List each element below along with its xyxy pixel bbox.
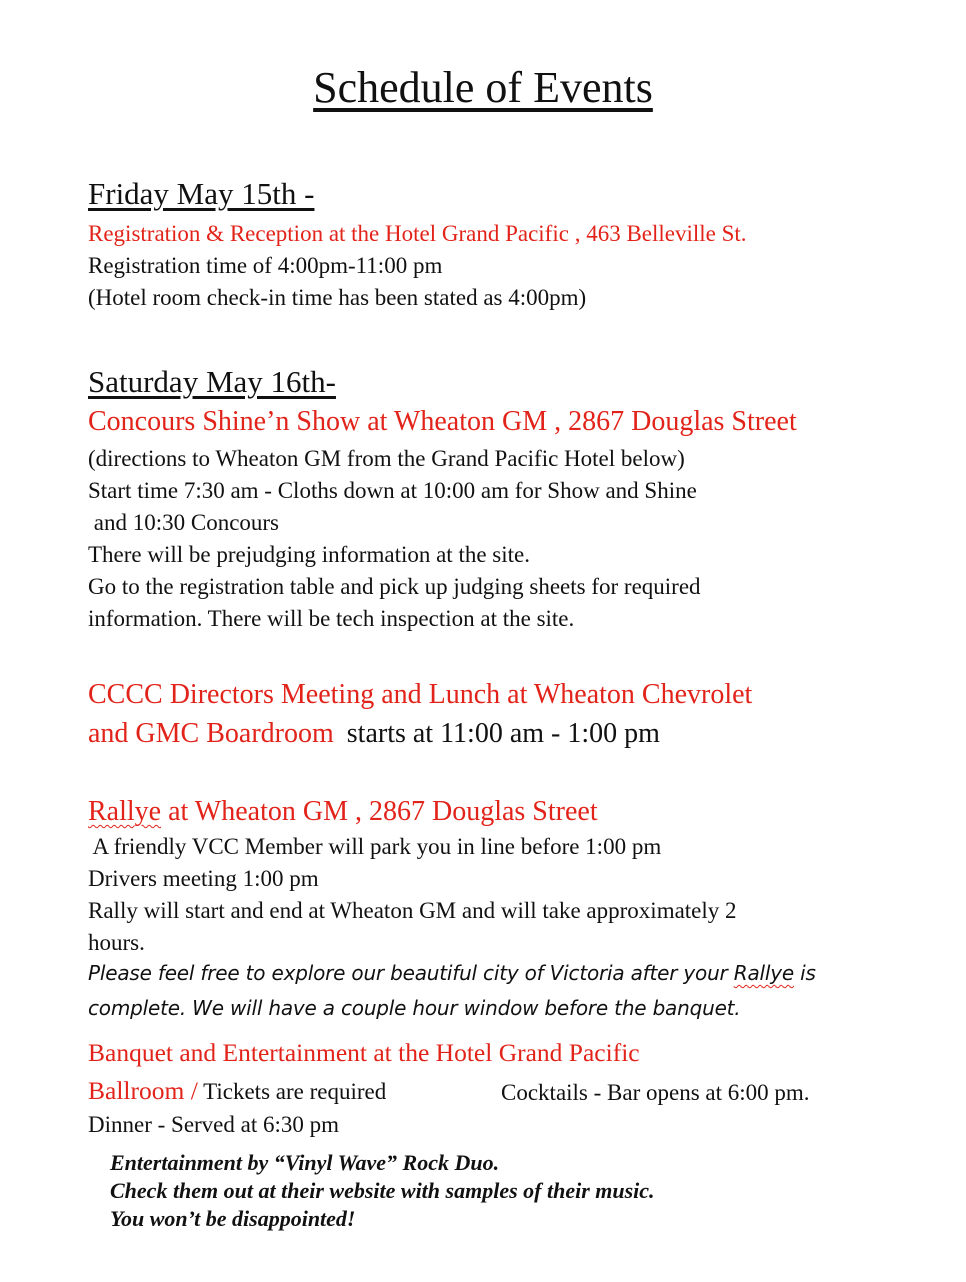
banquet-heading-line-2	[88, 1076, 386, 1106]
banquet-heading-line-1: Banquet and Entertainment at the Hotel Grand Pacific	[88, 1038, 640, 1067]
saturday-line: (directions to Wheaton GM from the Grand Pacific Hotel below)	[88, 446, 685, 471]
directors-meeting-line-1: CCCC Directors Meeting and Lunch at Wheaton Chevrolet	[88, 679, 753, 710]
saturday-line: Go to the registration table and pick up judging sheets for required	[88, 574, 701, 599]
explore-note-line-1	[88, 961, 816, 985]
explore-text: Please feel free to explore our beautiful city of Victoria after your	[88, 961, 734, 985]
directors-meeting-place: and GMC Boardroom	[88, 718, 334, 749]
dinner-line: Dinner - Served at 6:30 pm	[88, 1112, 340, 1137]
concours-heading: Concours Shine’n Show at Wheaton GM , 2867 Douglas Street	[88, 406, 797, 437]
explore-rallye-word: Rallye	[733, 961, 794, 985]
entertainment-line: Entertainment by “Vinyl Wave” Rock Duo.	[110, 1150, 500, 1175]
rallye-word: Rallye	[88, 796, 162, 827]
banquet-tickets: Tickets are required	[197, 1079, 387, 1104]
saturday-line: Start time 7:30 am - Cloths down at 10:00 am for Show and Shine	[88, 478, 697, 503]
saturday-heading: Saturday May 16th-	[88, 364, 336, 399]
friday-heading: Friday May 15th -	[88, 176, 315, 211]
entertainment-line: You won’t be disappointed!	[110, 1206, 356, 1231]
rallye-line: hours.	[88, 930, 145, 955]
rallye-heading	[88, 796, 598, 828]
page-title: Schedule of Events	[313, 63, 653, 112]
rallye-line: Rally will start and end at Wheaton GM and will take approximately 2	[88, 898, 737, 923]
directors-meeting-time: starts at 11:00 am - 1:00 pm	[346, 718, 660, 749]
explore-text-end: is	[793, 961, 816, 985]
rallye-location: at Wheaton GM , 2867 Douglas Street	[161, 796, 598, 827]
friday-line: Registration time of 4:00pm-11:00 pm	[88, 253, 443, 278]
directors-meeting-line-2	[88, 718, 660, 750]
saturday-line: and 10:30 Concours	[88, 510, 280, 535]
saturday-line: information. There will be tech inspection at the site.	[88, 606, 575, 631]
rallye-line: A friendly VCC Member will park you in line before 1:00 pm	[88, 834, 662, 859]
entertainment-line: Check them out at their website with samples of their music.	[110, 1178, 655, 1203]
friday-line: (Hotel room check-in time has been stated as 4:00pm)	[88, 285, 587, 310]
banquet-cocktails: Cocktails - Bar opens at 6:00 pm.	[501, 1080, 810, 1105]
explore-note-line-2: complete. We will have a couple hour window before the banquet.	[88, 996, 741, 1020]
friday-reception: Registration & Reception at the Hotel Grand Pacific , 463 Belleville St.	[88, 221, 747, 246]
saturday-line: There will be prejudging information at the site.	[88, 542, 530, 567]
banquet-ballroom: Ballroom /	[88, 1076, 198, 1105]
rallye-line: Drivers meeting 1:00 pm	[88, 866, 319, 891]
